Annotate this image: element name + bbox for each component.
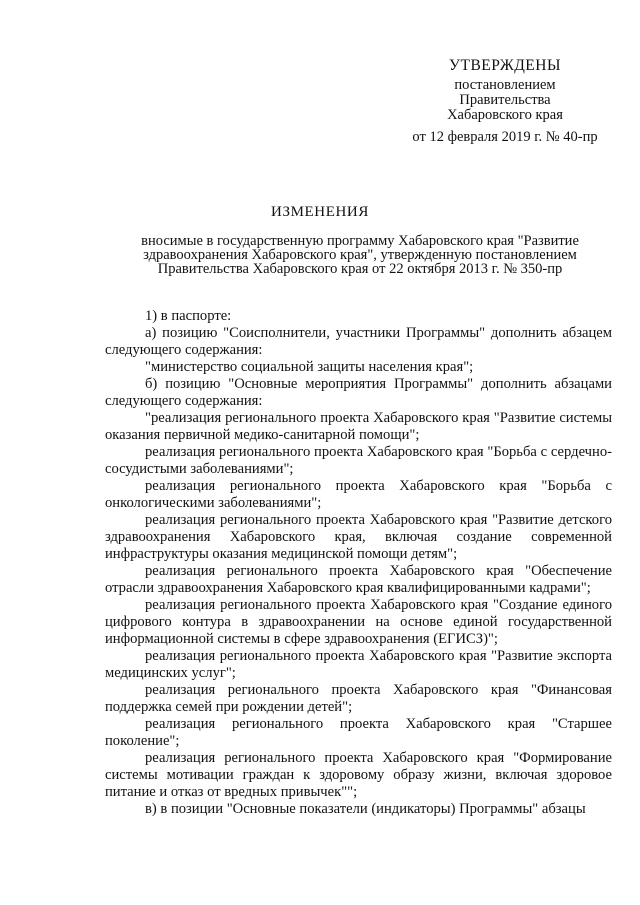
paragraph: 1) в паспорте:	[145, 308, 232, 324]
paragraph: реализация регионального проекта Хабаровского края "Обеспечение отрасли здравоохранения Хабаровского края квалифицированными кадрами";	[105, 563, 612, 596]
paragraph: реализация регионального проекта Хабаровского края "Старшее поколение";	[105, 716, 612, 749]
paragraph: б) позицию "Основные мероприятия Программы" дополнить абзацами следующего содержания:	[105, 376, 612, 409]
paragraph: реализация регионального проекта Хабаровского края "Создание единого цифрового контура в здравоохранении на основе единой государственной информационной системы в сфере здравоохранения (ЕГИСЗ)";	[105, 597, 612, 647]
approval-line-1: постановлением	[454, 77, 556, 93]
paragraph: реализация регионального проекта Хабаровского края "Финансовая поддержка семей при рождении детей";	[105, 682, 612, 715]
paragraph: а) позицию "Соисполнители, участники Программы" дополнить абзацем следующего содержания:	[105, 325, 612, 358]
approval-date: от 12 февраля 2019 г. № 40-пр	[412, 129, 598, 145]
document-body	[105, 308, 612, 818]
paragraph: реализация регионального проекта Хабаровского края "Борьба с онкологическими заболеваниями";	[105, 478, 612, 511]
paragraph: реализация регионального проекта Хабаровского края "Формирование системы мотивации граждан к здоровому образу жизни, включая здоровое питание и отказ от вредных привычек"";	[105, 750, 612, 800]
paragraph: "министерство социальной защиты населения края";	[145, 359, 474, 375]
paragraph: в) в позиции "Основные показатели (индикаторы) Программы" абзацы	[145, 801, 586, 817]
paragraph: реализация регионального проекта Хабаровского края "Борьба с сердечно-сосудистыми заболеваниями";	[105, 444, 612, 477]
approval-line-2: Правительства	[459, 92, 551, 108]
document-subtitle: вносимые в государственную программу Хабаровского края "Развитие здравоохранения Хабаровского края", утвержденную постановлением Правительства Хабаровского края от 22 октября 2013 г. № 350-пр	[141, 233, 579, 277]
approval-line-3: Хабаровского края	[447, 107, 563, 123]
paragraph: реализация регионального проекта Хабаровского края "Развитие детского здравоохранения Хабаровского края, включая создание современной инфраструктуры оказания медицинской помощи детям";	[105, 512, 612, 562]
approval-heading: УТВЕРЖДЕНЫ	[449, 57, 561, 74]
document-title: ИЗМЕНЕНИЯ	[271, 204, 369, 220]
paragraph: реализация регионального проекта Хабаровского края "Развитие экспорта медицинских услуг";	[105, 648, 612, 681]
approval-block	[400, 58, 610, 145]
paragraph: "реализация регионального проекта Хабаровского края "Развитие системы оказания первичной медико-санитарной помощи";	[105, 410, 612, 443]
